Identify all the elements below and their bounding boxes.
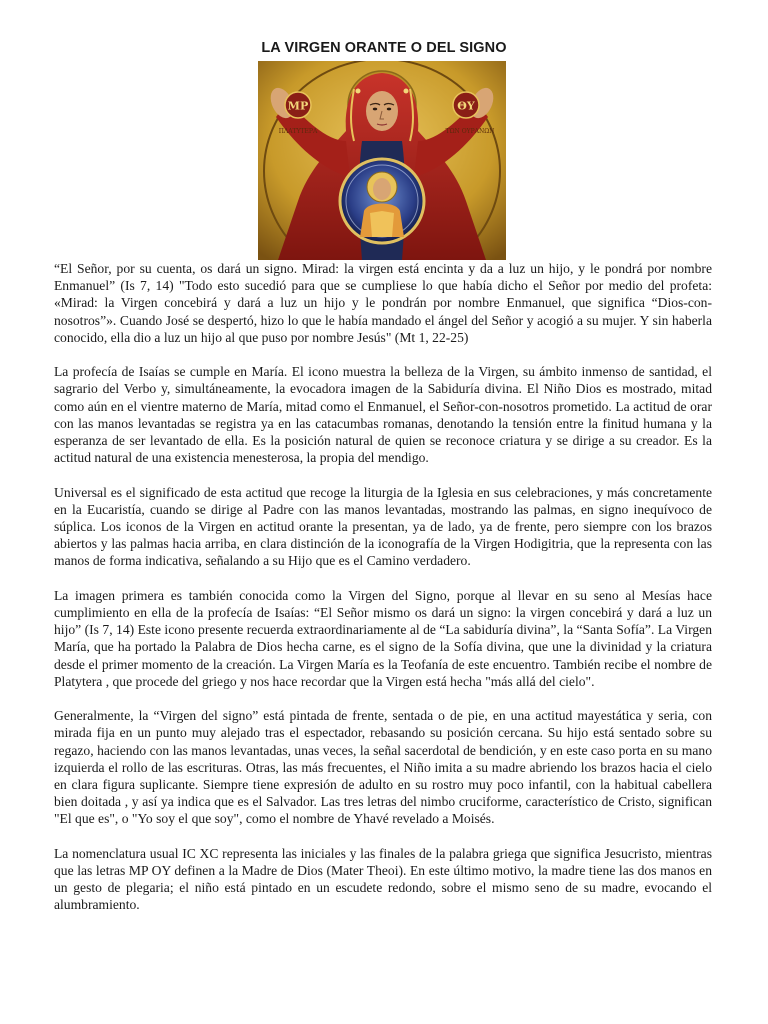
right-caption: ΤΩΝ ΟΥΡΑΝΩΝ (445, 128, 495, 135)
paragraph: La nomenclatura usual IC XC representa las iniciales y las finales de la palabra griega que significa Jesucristo, mientras que las letras MP OY definen a la Madre de Dios (Mater Theoi). En este último motivo, la madre tiene las dos manos en un gesto de plegaria; el niño está pintado en un escudete redondo, sobre el mismo seno de su madre, evocando el alumbramiento. (54, 845, 712, 913)
paragraph: La profecía de Isaías se cumple en María. El icono muestra la belleza de la Virgen, su ámbito inmenso de santidad, el sagrario del Verbo y, simultáneamente, la evocadora imagen de la Sabiduría divina. El Niño Dios es mostrado, mitad como aún en el vientre materno de María, mitad como el Enmanuel, el Señor-con-nosotros prometido. La actitud de orar con las manos levantadas se registra ya en las catacumbas romanas, denotando la tensión entre la finitud humana y la esperanza de ser levantado de ella. Es la posición natural de quien se reconoce criatura y se dirige a su creador. Es la actitud natural de una existencia menesterosa, la propia del mendigo. (54, 364, 712, 466)
paragraph: Generalmente, la “Virgen del signo” está pintada de frente, sentada o de pie, en una actitud mayestática y seria, con mirada fija en un punto muy alejado tras el espectador, rebasando su posición cercana. Su hijo está sentado sobre su regazo, haciendo con las manos levantadas, unas veces, la señal sacerdotal de bendición, y en este caso porta en su mano izquierda el rollo de las escrituras. Otras, las más frecuentes, el Niño imita a su madre abriendo los brazos hacia el cielo en clara figura suplicante. Siempre tiene expresión de adulto en su rostro muy poco infantil, con la habitual cabellera bien doitada , y así ya indica que es el Salvador. Las tres letras del nimbo cruciforme, característico de Cristo, significan "El que es", o "Yo soy el que soy", como el nombre de Yhavé revelado a Moisés. (54, 708, 712, 827)
right-monogram: ΘΥ (457, 99, 475, 113)
virgin-orante-icon (258, 61, 506, 260)
paragraph: Universal es el significado de esta actitud que recoge la liturgia de la Iglesia en sus celebraciones, y más concretamente en la Eucaristía, cuando se dirige al Padre con las manos levantadas, mostrando las palmas, en signo inequívoco de súplica. Los iconos de la Virgen en actitud orante la presentan, ya de lado, ya de frente, pero siempre con los brazos abiertos y las palmas hacia arriba, en clara distinción de la iconografía de la Virgen Hodigitria, que la representa con las manos de forma indicativa, señalando a su Hijo que es el Camino verdadero. (54, 484, 712, 569)
left-caption: ΠΛΑΤΥΤΕΡΑ (278, 128, 318, 135)
page-title: LA VIRGEN ORANTE O DEL SIGNO (261, 40, 507, 56)
paragraph: “El Señor, por su cuenta, os dará un signo. Mirad: la virgen está encinta y da a luz un hijo, y le pondrá por nombre Enmanuel” (Is 7, 14) "Todo esto sucedió para que se cumpliese lo que había dicho el Señor por medio del profeta: «Mirad: la Virgen concebirá y dará a luz un hijo y le pondrán por nombre Enmanuel, que significa “Dios-con-nosotros”». Cuando José se despertó, hizo lo que le había mandado el ángel del Señor y acogió a su mujer. Y sin haberla conocido, ella dio a luz un hijo al que puso por nombre Jesús" (Mt 1, 22-25) (54, 261, 712, 345)
paragraph: La imagen primera es también conocida como la Virgen del Signo, porque al llevar en su seno al Mesías hace cumplimiento en ella de la profecía de Isaías: “El Señor mismo os dará un signo: la virgen concebirá y dará a luz un hijo” (Is 7, 14) Este icono presente recuerda extraordinariamente al de “La sabiduría divina”, la “Santa Sofía”. La Virgen María, que ha portado la Palabra de Dios hecha carne, es el signo de la Sofía divina, que une la divinidad y la criatura desde el primer momento de la creación. La Virgen María es la Teofanía de este encuentro. También recibe el nombre de Platytera , que procede del griego y nos hace recordar que la Virgen está hecha "más allá del cielo". (54, 587, 712, 689)
left-monogram: MP (287, 99, 309, 113)
body-text (54, 260, 712, 931)
